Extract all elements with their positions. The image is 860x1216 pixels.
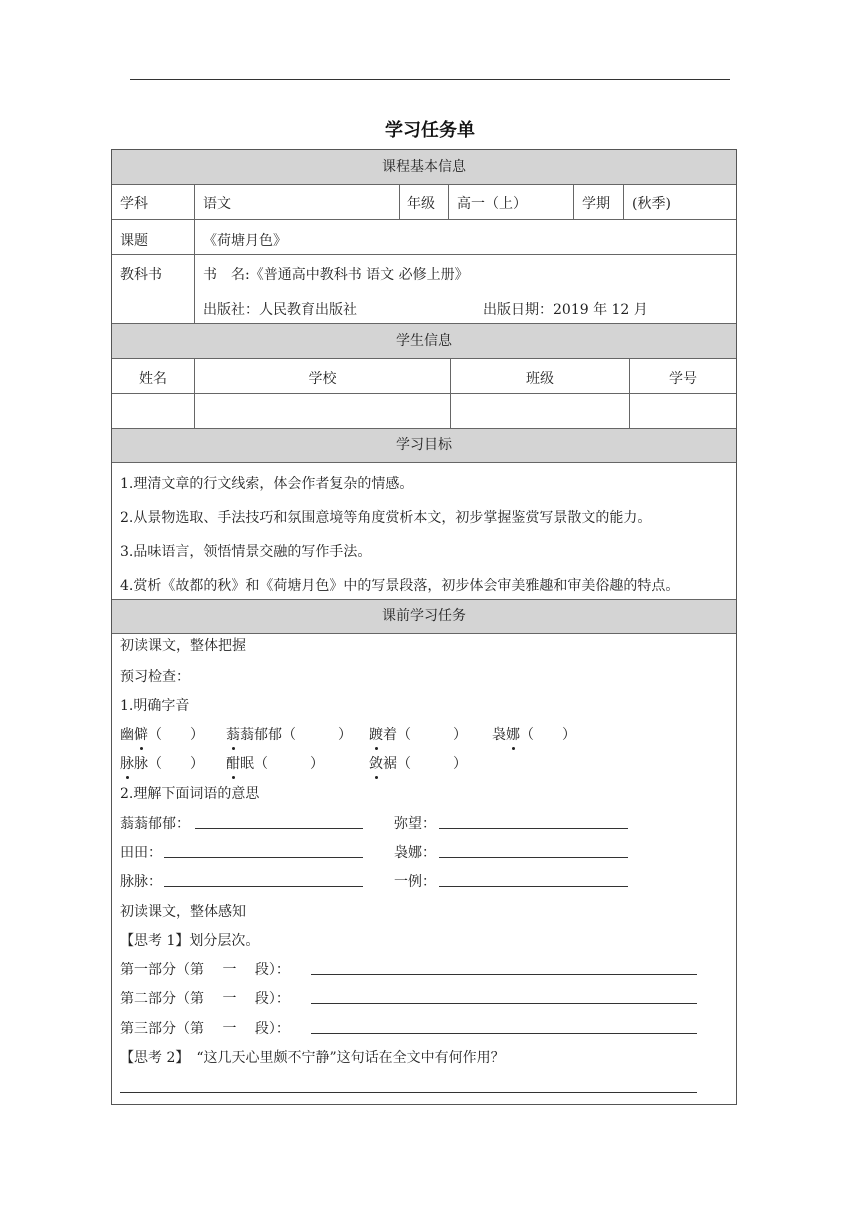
divider [623,185,624,219]
student-info-header: 学生信息 [112,324,736,359]
name-cell[interactable] [112,394,194,427]
vocab-blank[interactable] [164,841,363,858]
grade-label: 年级 [407,196,435,212]
pronunciation-item[interactable]: 袅娜（ ） [492,724,576,744]
term-value: (秋季) [632,196,671,212]
vocab-blank[interactable] [439,841,628,858]
part-label: 第三部分（第 一 段）： [120,1021,290,1037]
col-name: 姓名 [139,371,167,387]
publish-date: 出版日期：2019 年 12 月 [483,302,648,318]
pronunciation-item[interactable]: 脉脉（ ） [120,753,204,773]
subject-label: 学科 [120,196,148,212]
class-cell[interactable] [451,394,629,427]
objectives-header: 学习目标 [112,429,736,463]
pronunciation-item[interactable]: 蓊蓊郁郁（ ） [226,724,352,744]
task-line: 初读课文，整体把握 [120,638,246,654]
col-class: 班级 [526,371,554,387]
publisher: 出版社：人民教育出版社 [203,302,357,318]
answer-blank[interactable] [120,1076,697,1093]
grade-value: 高一（上） [457,196,527,212]
objective-item: 1.理清文章的行文线索，体会作者复杂的情感。 [120,476,414,492]
task-sheet-table [111,149,737,1105]
think-question-1: 【思考 1】划分层次。 [120,933,260,949]
part-blank[interactable] [311,1017,697,1034]
col-school: 学校 [308,371,337,387]
pre-tasks-header: 课前学习任务 [112,600,736,634]
vocab-label: 袅娜： [394,845,436,861]
vocab-blank[interactable] [439,870,628,887]
vocab-label: 一例： [394,874,436,890]
task-line: 1.明确字音 [120,698,190,714]
student-id-cell[interactable] [630,394,736,427]
vocab-label: 脉脉： [120,874,162,890]
topic-value: 《荷塘月色》 [203,233,287,249]
topic-label: 课题 [120,233,148,249]
objective-item: 3.品味语言，领悟情景交融的写作手法。 [120,544,372,560]
pronunciation-item[interactable]: 酣眠（ ） [226,753,324,773]
vocab-blank[interactable] [195,812,363,829]
vocab-blank[interactable] [439,812,628,829]
term-label: 学期 [582,196,610,212]
school-cell[interactable] [195,394,450,427]
header-rule [130,79,730,80]
objective-item: 2.从景物选取、手法技巧和氛围意境等角度赏析本文，初步掌握鉴赏写景散文的能力。 [120,510,652,526]
part-label: 第二部分（第 一 段）： [120,991,290,1007]
part-blank[interactable] [311,958,697,975]
vocab-label: 弥望： [394,816,436,832]
vocab-blank[interactable] [164,870,363,887]
task-line: 预习检查： [120,669,190,685]
part-label: 第一部分（第 一 段）： [120,962,290,978]
col-student-id: 学号 [669,371,697,387]
vocab-label: 田田： [120,845,162,861]
vocab-label: 蓊蓊郁郁： [120,816,190,832]
objective-item: 4.赏析《故都的秋》和《荷塘月色》中的写景段落，初步体会审美雅趣和审美俗趣的特点。 [120,578,680,594]
task-line: 初读课文，整体感知 [120,904,246,920]
textbook-label: 教科书 [120,267,162,283]
course-info-header: 课程基本信息 [112,150,736,185]
subject-value: 语文 [203,196,231,212]
divider [399,185,400,219]
page-title: 学习任务单 [385,120,475,141]
divider [573,185,574,219]
book-name: 书 名:《普通高中教科书 语文 必修上册》 [203,267,469,283]
task-line: 2.理解下面词语的意思 [120,786,260,802]
row-divider [112,219,736,220]
pronunciation-item[interactable]: 踱着（ ） [369,724,467,744]
divider [448,185,449,219]
part-blank[interactable] [311,987,697,1004]
pronunciation-item[interactable]: 幽僻（ ） [120,724,204,744]
row-divider [112,254,736,255]
think-question-2: 【思考 2】 “这几天心里颇不宁静”这句话在全文中有何作用？ [120,1050,505,1066]
pronunciation-item[interactable]: 敛裾（ ） [369,753,467,773]
